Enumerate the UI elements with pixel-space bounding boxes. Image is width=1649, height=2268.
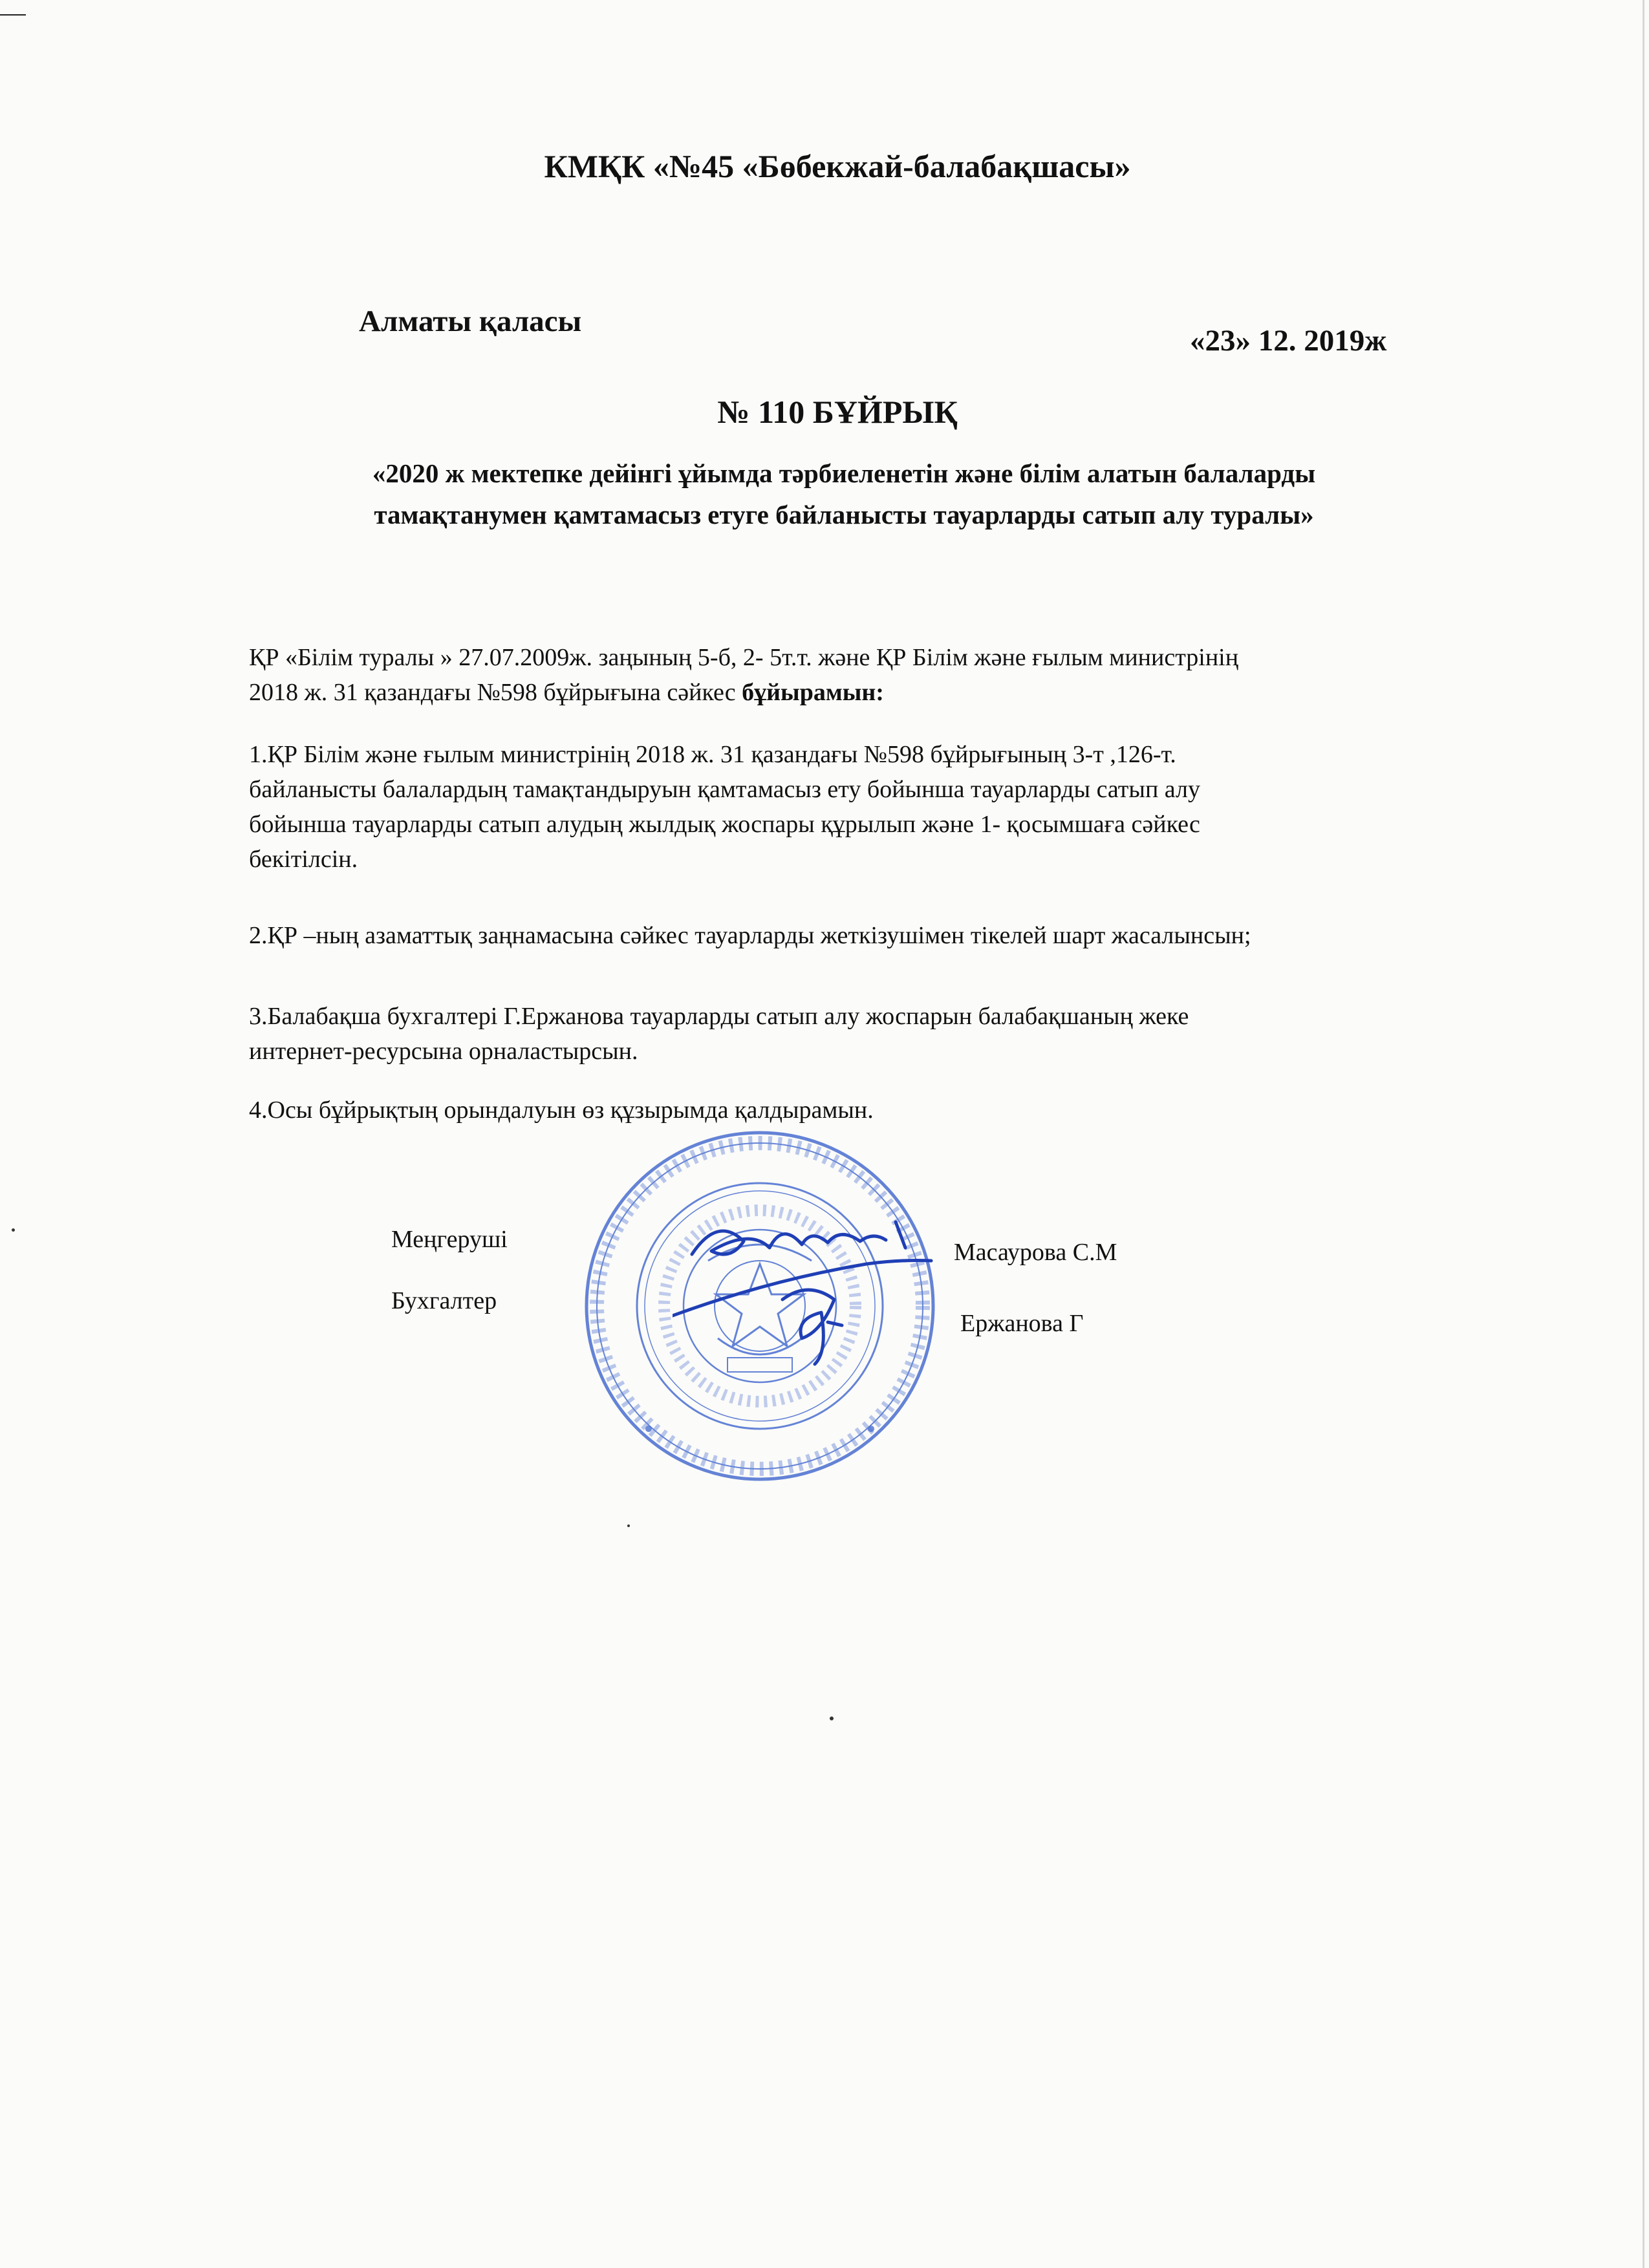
order-item-1-line: байланысты балалардың тамақтандыруын қамтамасыз ету бойынша тауарларды сатып алу xyxy=(249,776,1200,803)
order-item-1-line: бойынша тауарларды сатып алудың жылдық жоспары құрылып және 1- қосымшаға сәйкес xyxy=(249,811,1200,838)
order-item-4 xyxy=(249,1093,874,1128)
accountant-label: Бухгалтер xyxy=(391,1287,497,1314)
order-item-2-line: 2.ҚР –ның азаматтық заңнамасына сәйкес тауарларды жеткізушімен тікелей шарт жасалынсын; xyxy=(249,922,1251,949)
order-item-3-line: 3.Балабақша бухгалтері Г.Ержанова тауарларды сатып алу жоспарын балабақшаның жеке xyxy=(249,1003,1189,1030)
intro-paragraph xyxy=(249,640,1238,710)
scan-speck xyxy=(627,1524,630,1527)
order-subject xyxy=(0,453,1649,535)
scan-speck xyxy=(830,1717,834,1720)
head-label: Меңгеруші xyxy=(391,1226,508,1253)
order-item-3-line: интернет-ресурсына орналастырсын. xyxy=(249,1038,638,1065)
order-item-1-line: 1.ҚР Білім және ғылым министрінің 2018 ж. 31 қазандағы №598 бұйрығының 3-т ,126-т. xyxy=(249,741,1176,768)
order-verb: бұйырамын: xyxy=(742,679,884,706)
order-item-3 xyxy=(249,999,1189,1069)
order-subject-line: тамақтанумен қамтамасыз етуге байланысты тауарларды сатып алу туралы» xyxy=(374,500,1314,530)
intro-text: 2018 ж. 31 қазандағы №598 бұйрығына сәйкес xyxy=(249,679,742,706)
intro-line: ҚР «Білім туралы » 27.07.2009ж. заңының 5-б, 2- 5т.т. және ҚР Білім және ғылым министрінің xyxy=(249,644,1239,671)
order-subject-line: «2020 ж мектепке дейінгі ұйымда тәрбиеленетін және білім алатын балаларды xyxy=(372,458,1316,488)
scan-edge-line xyxy=(1643,0,1644,2268)
scan-speck xyxy=(12,1228,15,1232)
order-date: «23» 12. 2019ж xyxy=(1190,324,1387,358)
order-title: № 110 БҰЙРЫҚ xyxy=(717,394,958,430)
city: Алматы қаласы xyxy=(359,305,582,338)
signature-icon xyxy=(673,1203,944,1371)
organization-title: КМҚК «№45 «Бөбекжай-балабақшасы» xyxy=(544,148,1131,184)
scan-corner-mark xyxy=(0,14,26,16)
order-item-1-line: бекітілсін. xyxy=(249,846,358,873)
head-name: Масаурова С.М xyxy=(954,1239,1117,1266)
order-item-1 xyxy=(249,737,1200,877)
order-item-2 xyxy=(249,918,1251,953)
order-item-4-line: 4.Осы бұйрықтың орындалуын өз құзырымда қалдырамын. xyxy=(249,1097,874,1124)
intro-line xyxy=(249,675,1238,710)
accountant-name: Ержанова Г xyxy=(960,1310,1084,1337)
